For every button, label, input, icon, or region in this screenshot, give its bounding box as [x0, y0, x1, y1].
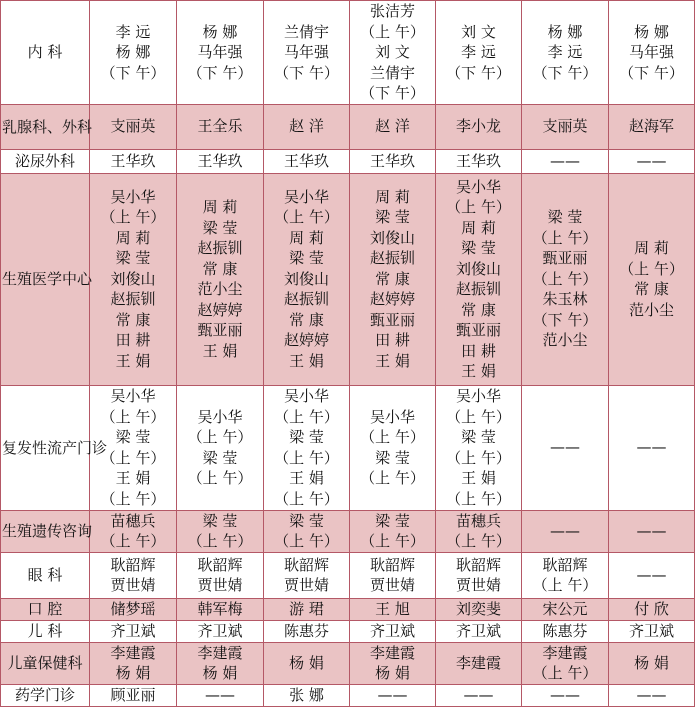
doctor-entry: 苗穗兵: [455, 511, 501, 530]
table-row: [1, 385, 695, 510]
doctor-entry: （上 午）: [446, 489, 511, 508]
doctor-entry: 梁 莹: [375, 448, 410, 467]
department-cell: 眼 科: [1, 552, 90, 598]
schedule-cell: [350, 173, 436, 385]
schedule-cell: [177, 173, 264, 385]
doctor-entry: 甄亚丽: [455, 321, 501, 339]
doctor-entry: 支丽英: [110, 117, 156, 136]
department-cell: 复发性流产门诊: [1, 385, 90, 510]
doctor-entry: 赵振钏: [110, 290, 156, 309]
doctor-entry: （上 午）: [360, 469, 425, 487]
schedule-cell: [177, 620, 264, 642]
schedule-cell: [609, 684, 695, 706]
department-cell: 生殖遗传咨询: [1, 510, 90, 552]
doctor-entry: （上 午）: [274, 489, 339, 508]
doctor-entry: 王华玖: [455, 151, 501, 170]
schedule-cell: [264, 104, 350, 149]
doctor-entry: （下 午）: [360, 84, 425, 102]
doctor-entry: 吴小华: [283, 187, 329, 206]
doctor-entry: 顾亚丽: [110, 685, 156, 704]
schedule-cell: [609, 510, 695, 552]
doctor-entry: 杨 娜: [202, 22, 238, 41]
doctor-entry: 王 娟: [289, 351, 324, 370]
doctor-entry: 王 娟: [461, 362, 496, 380]
doctor-entry: 宋公元: [542, 599, 588, 618]
department-cell: 药学门诊: [1, 684, 90, 706]
schedule-cell: [609, 620, 695, 642]
schedule-cell: [436, 104, 522, 149]
doctor-entry: 王 娟: [115, 351, 151, 370]
doctor-entry: 齐卫斌: [628, 621, 674, 640]
doctor-entry: ——: [463, 685, 494, 704]
schedule-cell: [264, 642, 350, 684]
table-row: [1, 1, 695, 105]
doctor-entry: 周 莉: [375, 187, 410, 206]
doctor-entry: （下 午）: [619, 63, 684, 82]
schedule-cell: [177, 642, 264, 684]
schedule-cell: [264, 510, 350, 552]
table-row: [1, 510, 695, 552]
doctor-entry: 刘俊山: [110, 269, 156, 288]
schedule-cell: [90, 598, 177, 620]
schedule-cell: [90, 149, 177, 173]
doctor-entry: （下 午）: [532, 310, 598, 329]
doctor-entry: 梁 莹: [289, 249, 324, 268]
doctor-entry: （上 午）: [360, 532, 425, 550]
schedule-cell: [609, 173, 695, 385]
doctor-entry: 常 康: [289, 310, 324, 329]
doctor-entry: 兰倩宇: [369, 63, 415, 82]
schedule-cell: [522, 104, 609, 149]
doctor-entry: 常 康: [634, 280, 669, 298]
schedule-cell: [522, 598, 609, 620]
schedule-cell: [350, 385, 436, 510]
table-row: [1, 684, 695, 706]
doctor-entry: （上 午）: [532, 664, 598, 682]
schedule-cell: [264, 598, 350, 620]
doctor-entry: 贾世婧: [455, 576, 501, 594]
doctor-entry: 王华玖: [197, 151, 243, 170]
doctor-entry: （上 午）: [100, 489, 166, 508]
doctor-entry: 刘 文: [461, 22, 496, 41]
doctor-entry: 梁 莹: [202, 511, 238, 530]
doctor-entry: 范小尘: [628, 300, 674, 319]
doctor-entry: （上 午）: [187, 469, 253, 487]
department-cell: 泌尿外科: [1, 149, 90, 173]
doctor-entry: 齐卫斌: [455, 621, 501, 640]
doctor-entry: （上 午）: [274, 407, 339, 426]
doctor-entry: 韩军梅: [197, 599, 243, 618]
table-row: [1, 620, 695, 642]
doctor-entry: （上 午）: [274, 448, 339, 467]
doctor-entry: 赵婷婷: [283, 331, 329, 350]
schedule-cell: [264, 620, 350, 642]
department-cell: 乳腺科、外科: [1, 104, 90, 149]
schedule-cell: [436, 385, 522, 510]
doctor-entry: 贾世婧: [283, 576, 329, 594]
doctor-entry: 赵振钏: [455, 280, 501, 298]
doctor-entry: ——: [636, 685, 667, 704]
schedule-cell: [177, 104, 264, 149]
doctor-entry: （上 午）: [360, 428, 425, 446]
doctor-entry: 赵 洋: [375, 117, 410, 136]
doctor-entry: 耿韶辉: [542, 555, 588, 574]
schedule-cell: [522, 149, 609, 173]
schedule-cell: [264, 552, 350, 598]
schedule-cell: [350, 510, 436, 552]
schedule-cell: [177, 684, 264, 706]
doctor-entry: 梁 莹: [547, 208, 583, 227]
doctor-entry: 刘奕斐: [455, 599, 501, 618]
doctor-entry: 游 珺: [289, 599, 324, 618]
doctor-entry: 范小尘: [542, 331, 588, 350]
doctor-entry: 杨 娟: [202, 664, 238, 682]
doctor-entry: （上 午）: [360, 22, 425, 41]
department-cell: 生殖医学中心: [1, 173, 90, 385]
doctor-entry: 王 娟: [115, 469, 151, 487]
schedule-body: [1, 1, 695, 707]
schedule-cell: [522, 552, 609, 598]
doctor-entry: 吴小华: [283, 387, 329, 405]
doctor-entry: 耿韶辉: [197, 555, 243, 574]
doctor-entry: ——: [550, 151, 580, 170]
schedule-cell: [90, 552, 177, 598]
doctor-entry: （下 午）: [100, 63, 166, 82]
doctor-entry: 付 欣: [634, 599, 669, 618]
schedule-cell: [350, 598, 436, 620]
doctor-entry: 陈惠芬: [542, 621, 588, 640]
doctor-entry: 甄亚丽: [542, 249, 588, 268]
schedule-cell: [264, 684, 350, 706]
doctor-entry: ——: [636, 151, 667, 170]
doctor-entry: （上 午）: [532, 269, 598, 288]
doctor-entry: 李建霞: [542, 643, 588, 662]
department-cell: 儿童保健科: [1, 642, 90, 684]
doctor-entry: 储梦瑶: [110, 599, 156, 618]
doctor-entry: ——: [550, 521, 580, 540]
doctor-entry: （下 午）: [532, 63, 598, 82]
doctor-entry: 刘俊山: [283, 269, 329, 288]
schedule-cell: [264, 385, 350, 510]
schedule-cell: [350, 620, 436, 642]
schedule-cell: [350, 104, 436, 149]
schedule-cell: [177, 1, 264, 105]
doctor-entry: 常 康: [115, 310, 151, 329]
doctor-entry: 刘俊山: [455, 259, 501, 278]
doctor-entry: 田 耕: [375, 331, 410, 350]
schedule-cell: [264, 149, 350, 173]
doctor-entry: 贾世婧: [197, 576, 243, 594]
schedule-cell: [177, 385, 264, 510]
schedule-cell: [436, 620, 522, 642]
doctor-entry: （上 午）: [532, 228, 598, 247]
schedule-cell: [177, 552, 264, 598]
doctor-entry: 吴小华: [110, 187, 156, 206]
doctor-entry: 梁 莹: [289, 428, 324, 446]
schedule-cell: [90, 620, 177, 642]
doctor-entry: （下 午）: [446, 63, 511, 82]
schedule-cell: [522, 642, 609, 684]
schedule-cell: [350, 684, 436, 706]
doctor-entry: （上 午）: [532, 576, 598, 594]
table-row: [1, 173, 695, 385]
doctor-entry: 梁 莹: [375, 208, 410, 227]
schedule-cell: [609, 104, 695, 149]
doctor-entry: ——: [636, 521, 667, 540]
doctor-entry: 梁 莹: [202, 448, 238, 467]
doctor-entry: 杨 娟: [375, 664, 410, 682]
schedule-cell: [90, 385, 177, 510]
doctor-entry: 梁 莹: [115, 428, 151, 446]
doctor-entry: 李建霞: [110, 643, 156, 662]
doctor-entry: 王 旭: [375, 599, 410, 618]
doctor-entry: 赵振钏: [197, 239, 243, 257]
doctor-entry: （下 午）: [187, 63, 253, 82]
table-row: [1, 642, 695, 684]
doctor-entry: （上 午）: [446, 407, 511, 426]
doctor-entry: （上 午）: [100, 407, 166, 426]
doctor-entry: （上 午）: [446, 448, 511, 467]
doctor-entry: （上 午）: [446, 532, 511, 550]
doctor-entry: （上 午）: [274, 532, 339, 550]
schedule-cell: [522, 620, 609, 642]
schedule-cell: [177, 510, 264, 552]
doctor-entry: 常 康: [202, 259, 238, 278]
doctor-entry: 马年强: [197, 43, 243, 61]
doctor-entry: 耿韶辉: [455, 555, 501, 574]
doctor-entry: 吴小华: [110, 387, 156, 405]
doctor-entry: 周 莉: [461, 218, 496, 237]
doctor-entry: 李 远: [115, 22, 151, 41]
doctor-entry: ——: [550, 438, 580, 457]
doctor-entry: 李 远: [547, 43, 583, 61]
schedule-cell: [350, 642, 436, 684]
schedule-cell: [436, 684, 522, 706]
schedule-cell: [609, 552, 695, 598]
doctor-entry: 张洁芳: [369, 2, 415, 20]
doctor-entry: 李建霞: [197, 643, 243, 662]
doctor-entry: 耿韶辉: [283, 555, 329, 574]
schedule-cell: [609, 385, 695, 510]
doctor-entry: 李 远: [461, 43, 496, 61]
doctor-entry: 贾世婧: [369, 576, 415, 594]
schedule-cell: [350, 552, 436, 598]
doctor-entry: 齐卫斌: [110, 621, 156, 640]
schedule-cell: [90, 1, 177, 105]
doctor-entry: ——: [205, 685, 235, 704]
schedule-cell: [522, 1, 609, 105]
doctor-entry: （上 午）: [100, 448, 166, 467]
schedule-cell: [90, 510, 177, 552]
doctor-entry: 杨 娟: [115, 664, 151, 682]
schedule-cell: [90, 173, 177, 385]
doctor-entry: 杨 娟: [289, 653, 324, 672]
doctor-entry: 梁 莹: [375, 511, 410, 530]
doctor-entry: 王华玖: [283, 151, 329, 170]
doctor-entry: ——: [377, 685, 408, 704]
doctor-entry: 贾世婧: [110, 576, 156, 594]
doctor-entry: 吴小华: [455, 387, 501, 405]
schedule-cell: [177, 149, 264, 173]
doctor-entry: 李建霞: [369, 643, 415, 662]
doctor-entry: 杨 娜: [115, 43, 151, 61]
doctor-entry: 甄亚丽: [369, 310, 415, 329]
doctor-entry: 王全乐: [197, 117, 243, 136]
doctor-entry: （上 午）: [100, 532, 166, 550]
doctor-entry: 王 娟: [289, 469, 324, 487]
schedule-cell: [90, 642, 177, 684]
doctor-entry: 吴小华: [455, 177, 501, 196]
schedule-cell: [264, 1, 350, 105]
schedule-cell: [436, 149, 522, 173]
schedule-cell: [522, 173, 609, 385]
schedule-cell: [522, 510, 609, 552]
doctor-entry: 李小龙: [455, 117, 501, 136]
doctor-entry: 赵婷婷: [369, 290, 415, 309]
table-row: [1, 104, 695, 149]
schedule-cell: [177, 598, 264, 620]
department-cell: 口 腔: [1, 598, 90, 620]
schedule-cell: [350, 149, 436, 173]
doctor-entry: 周 莉: [202, 198, 238, 216]
table-row: [1, 552, 695, 598]
doctor-entry: 梁 莹: [115, 249, 151, 268]
doctor-entry: 齐卫斌: [197, 621, 243, 640]
schedule-cell: [609, 149, 695, 173]
doctor-entry: 朱玉林: [542, 290, 588, 309]
doctor-entry: 耿韶辉: [369, 555, 415, 574]
doctor-entry: 王华玖: [110, 151, 156, 170]
doctor-entry: 刘俊山: [369, 228, 415, 247]
doctor-entry: 田 耕: [461, 341, 496, 360]
department-cell: 儿 科: [1, 620, 90, 642]
schedule-cell: [436, 642, 522, 684]
doctor-entry: ——: [550, 685, 580, 704]
doctor-entry: 赵 洋: [289, 117, 324, 136]
doctor-entry: 赵振钏: [369, 249, 415, 268]
doctor-entry: 马年强: [283, 43, 329, 61]
doctor-entry: 赵海军: [628, 117, 674, 136]
doctor-entry: 吴小华: [197, 407, 243, 426]
doctor-entry: 王 娟: [202, 341, 238, 360]
doctor-entry: 吴小华: [369, 407, 415, 426]
doctor-entry: 陈惠芬: [283, 621, 329, 640]
doctor-entry: 常 康: [375, 269, 410, 288]
schedule-cell: [436, 510, 522, 552]
table-row: [1, 149, 695, 173]
doctor-entry: 耿韶辉: [110, 555, 156, 574]
doctor-entry: 梁 莹: [461, 428, 496, 446]
doctor-entry: 周 莉: [115, 228, 151, 247]
schedule-cell: [609, 642, 695, 684]
doctor-entry: 苗穗兵: [110, 511, 156, 530]
table-row: [1, 598, 695, 620]
doctor-entry: 兰倩宇: [283, 22, 329, 41]
doctor-entry: 杨 娜: [547, 22, 583, 41]
doctor-entry: 王 娟: [461, 469, 496, 487]
doctor-entry: 田 耕: [115, 331, 151, 350]
doctor-entry: 王华玖: [369, 151, 415, 170]
schedule-cell: [264, 173, 350, 385]
department-cell: 内 科: [1, 1, 90, 105]
schedule-cell: [609, 1, 695, 105]
schedule-cell: [90, 684, 177, 706]
schedule-cell: [436, 598, 522, 620]
doctor-entry: 马年强: [628, 43, 674, 61]
doctor-entry: 张 娜: [289, 685, 324, 704]
schedule-cell: [436, 1, 522, 105]
doctor-entry: 周 莉: [289, 228, 324, 247]
doctor-entry: 李建霞: [455, 653, 501, 672]
doctor-entry: 梁 莹: [289, 511, 324, 530]
doctor-entry: （上 午）: [446, 198, 511, 216]
doctor-entry: 周 莉: [634, 239, 669, 257]
doctor-entry: （上 午）: [187, 532, 253, 550]
schedule-cell: [90, 104, 177, 149]
doctor-entry: （上 午）: [274, 208, 339, 227]
doctor-entry: 齐卫斌: [369, 621, 415, 640]
doctor-entry: 常 康: [461, 300, 496, 319]
doctor-entry: 杨 娟: [634, 653, 669, 672]
doctor-entry: （上 午）: [619, 259, 684, 278]
doctor-entry: 赵婷婷: [197, 300, 243, 319]
doctor-entry: 赵振钏: [283, 290, 329, 309]
doctor-entry: 梁 莹: [461, 239, 496, 257]
doctor-entry: 杨 娜: [634, 22, 669, 41]
doctor-entry: ——: [636, 438, 667, 457]
schedule-cell: [436, 173, 522, 385]
schedule-cell: [609, 598, 695, 620]
doctor-entry: （上 午）: [100, 208, 166, 227]
doctor-entry: 支丽英: [542, 117, 588, 136]
schedule-cell: [436, 552, 522, 598]
doctor-entry: （下 午）: [274, 63, 339, 82]
schedule-cell: [522, 385, 609, 510]
doctor-entry: 梁 莹: [202, 218, 238, 237]
doctor-entry: （上 午）: [187, 428, 253, 446]
schedule-cell: [522, 684, 609, 706]
doctor-entry: ——: [636, 565, 667, 584]
doctor-entry: 刘 文: [375, 43, 410, 61]
doctor-entry: 范小尘: [197, 280, 243, 298]
doctor-entry: 王 娟: [375, 351, 410, 370]
doctor-entry: 甄亚丽: [197, 321, 243, 339]
schedule-cell: [350, 1, 436, 105]
